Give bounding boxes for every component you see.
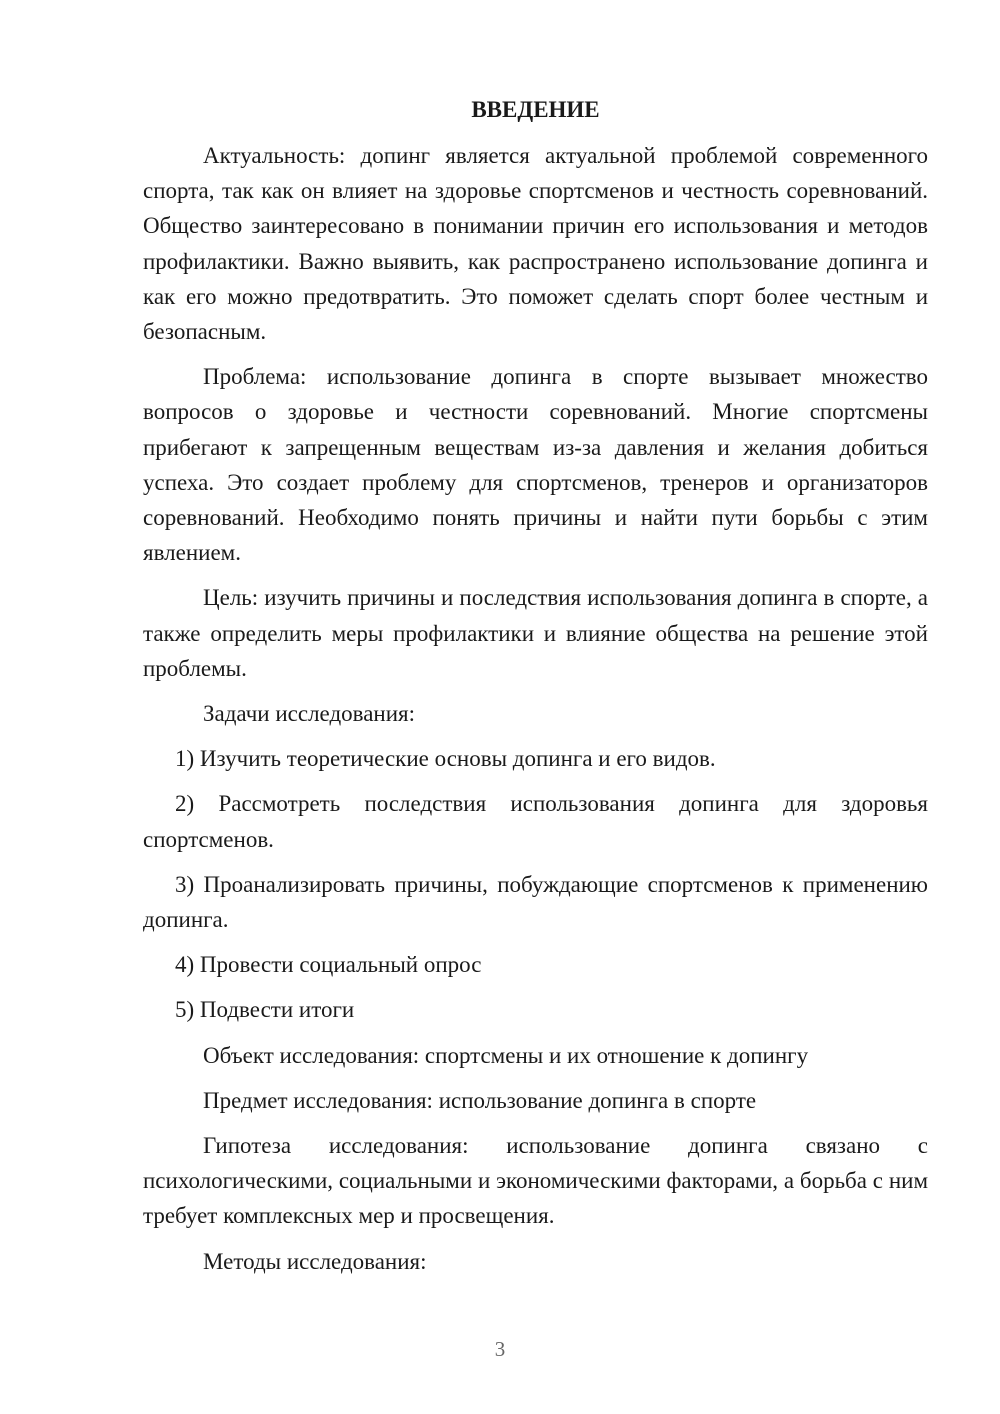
research-subject: Предмет исследования: использование допинга в спорте bbox=[203, 1087, 757, 1113]
task-item-3: 3) Проанализировать причины, побуждающие спортсменов к применению допинга. bbox=[143, 871, 928, 933]
methods-heading: Методы исследования: bbox=[203, 1248, 427, 1274]
page-number: 3 bbox=[494, 1337, 506, 1361]
task-item-2: 2) Рассмотреть последствия использования допинга для здоровья спортсменов. bbox=[143, 791, 928, 852]
problem-paragraph: Проблема: использование допинга в спорте вызывает множество вопросов о здоровье и честности соревнований. Многие спортсмены прибегают к запрещенным веществам из-за давления и желания добиться успеха. Это создает проблему для спортсменов, тренеров и организаторов соревнований. Необходимо понять причины и найти пути борьбы с этим явлением. bbox=[143, 364, 928, 566]
relevance-paragraph: Актуальность: допинг является актуальной проблемой современного спорта, так как он влияет на здоровье спортсменов и честность соревнований. Общество заинтересовано в понимании причин его использования и методов профилактики. Важно выявить, как распространено использование допинга и как его можно предотвратить. Это поможет сделать спорт более честным и безопасным. bbox=[143, 143, 928, 345]
research-object: Объект исследования: спортсмены и их отношение к допингу bbox=[203, 1042, 809, 1068]
section-title: ВВЕДЕНИЕ bbox=[471, 97, 600, 122]
page-content bbox=[143, 94, 928, 1289]
hypothesis-paragraph: Гипотеза исследования: использование допинга связано с психологическими, социальными и экономическими факторами, а борьба с ним требует комплексных мер и просвещения. bbox=[143, 1133, 928, 1229]
task-item-1: 1) Изучить теоретические основы допинга и его видов. bbox=[175, 746, 716, 772]
tasks-heading: Задачи исследования: bbox=[203, 701, 416, 727]
task-item-5: 5) Подвести итоги bbox=[175, 997, 355, 1023]
task-item-4: 4) Провести социальный опрос bbox=[175, 952, 482, 978]
goal-paragraph: Цель: изучить причины и последствия использования допинга в спорте, а также определить меры профилактики и влияние общества на решение этой проблемы. bbox=[143, 585, 928, 681]
